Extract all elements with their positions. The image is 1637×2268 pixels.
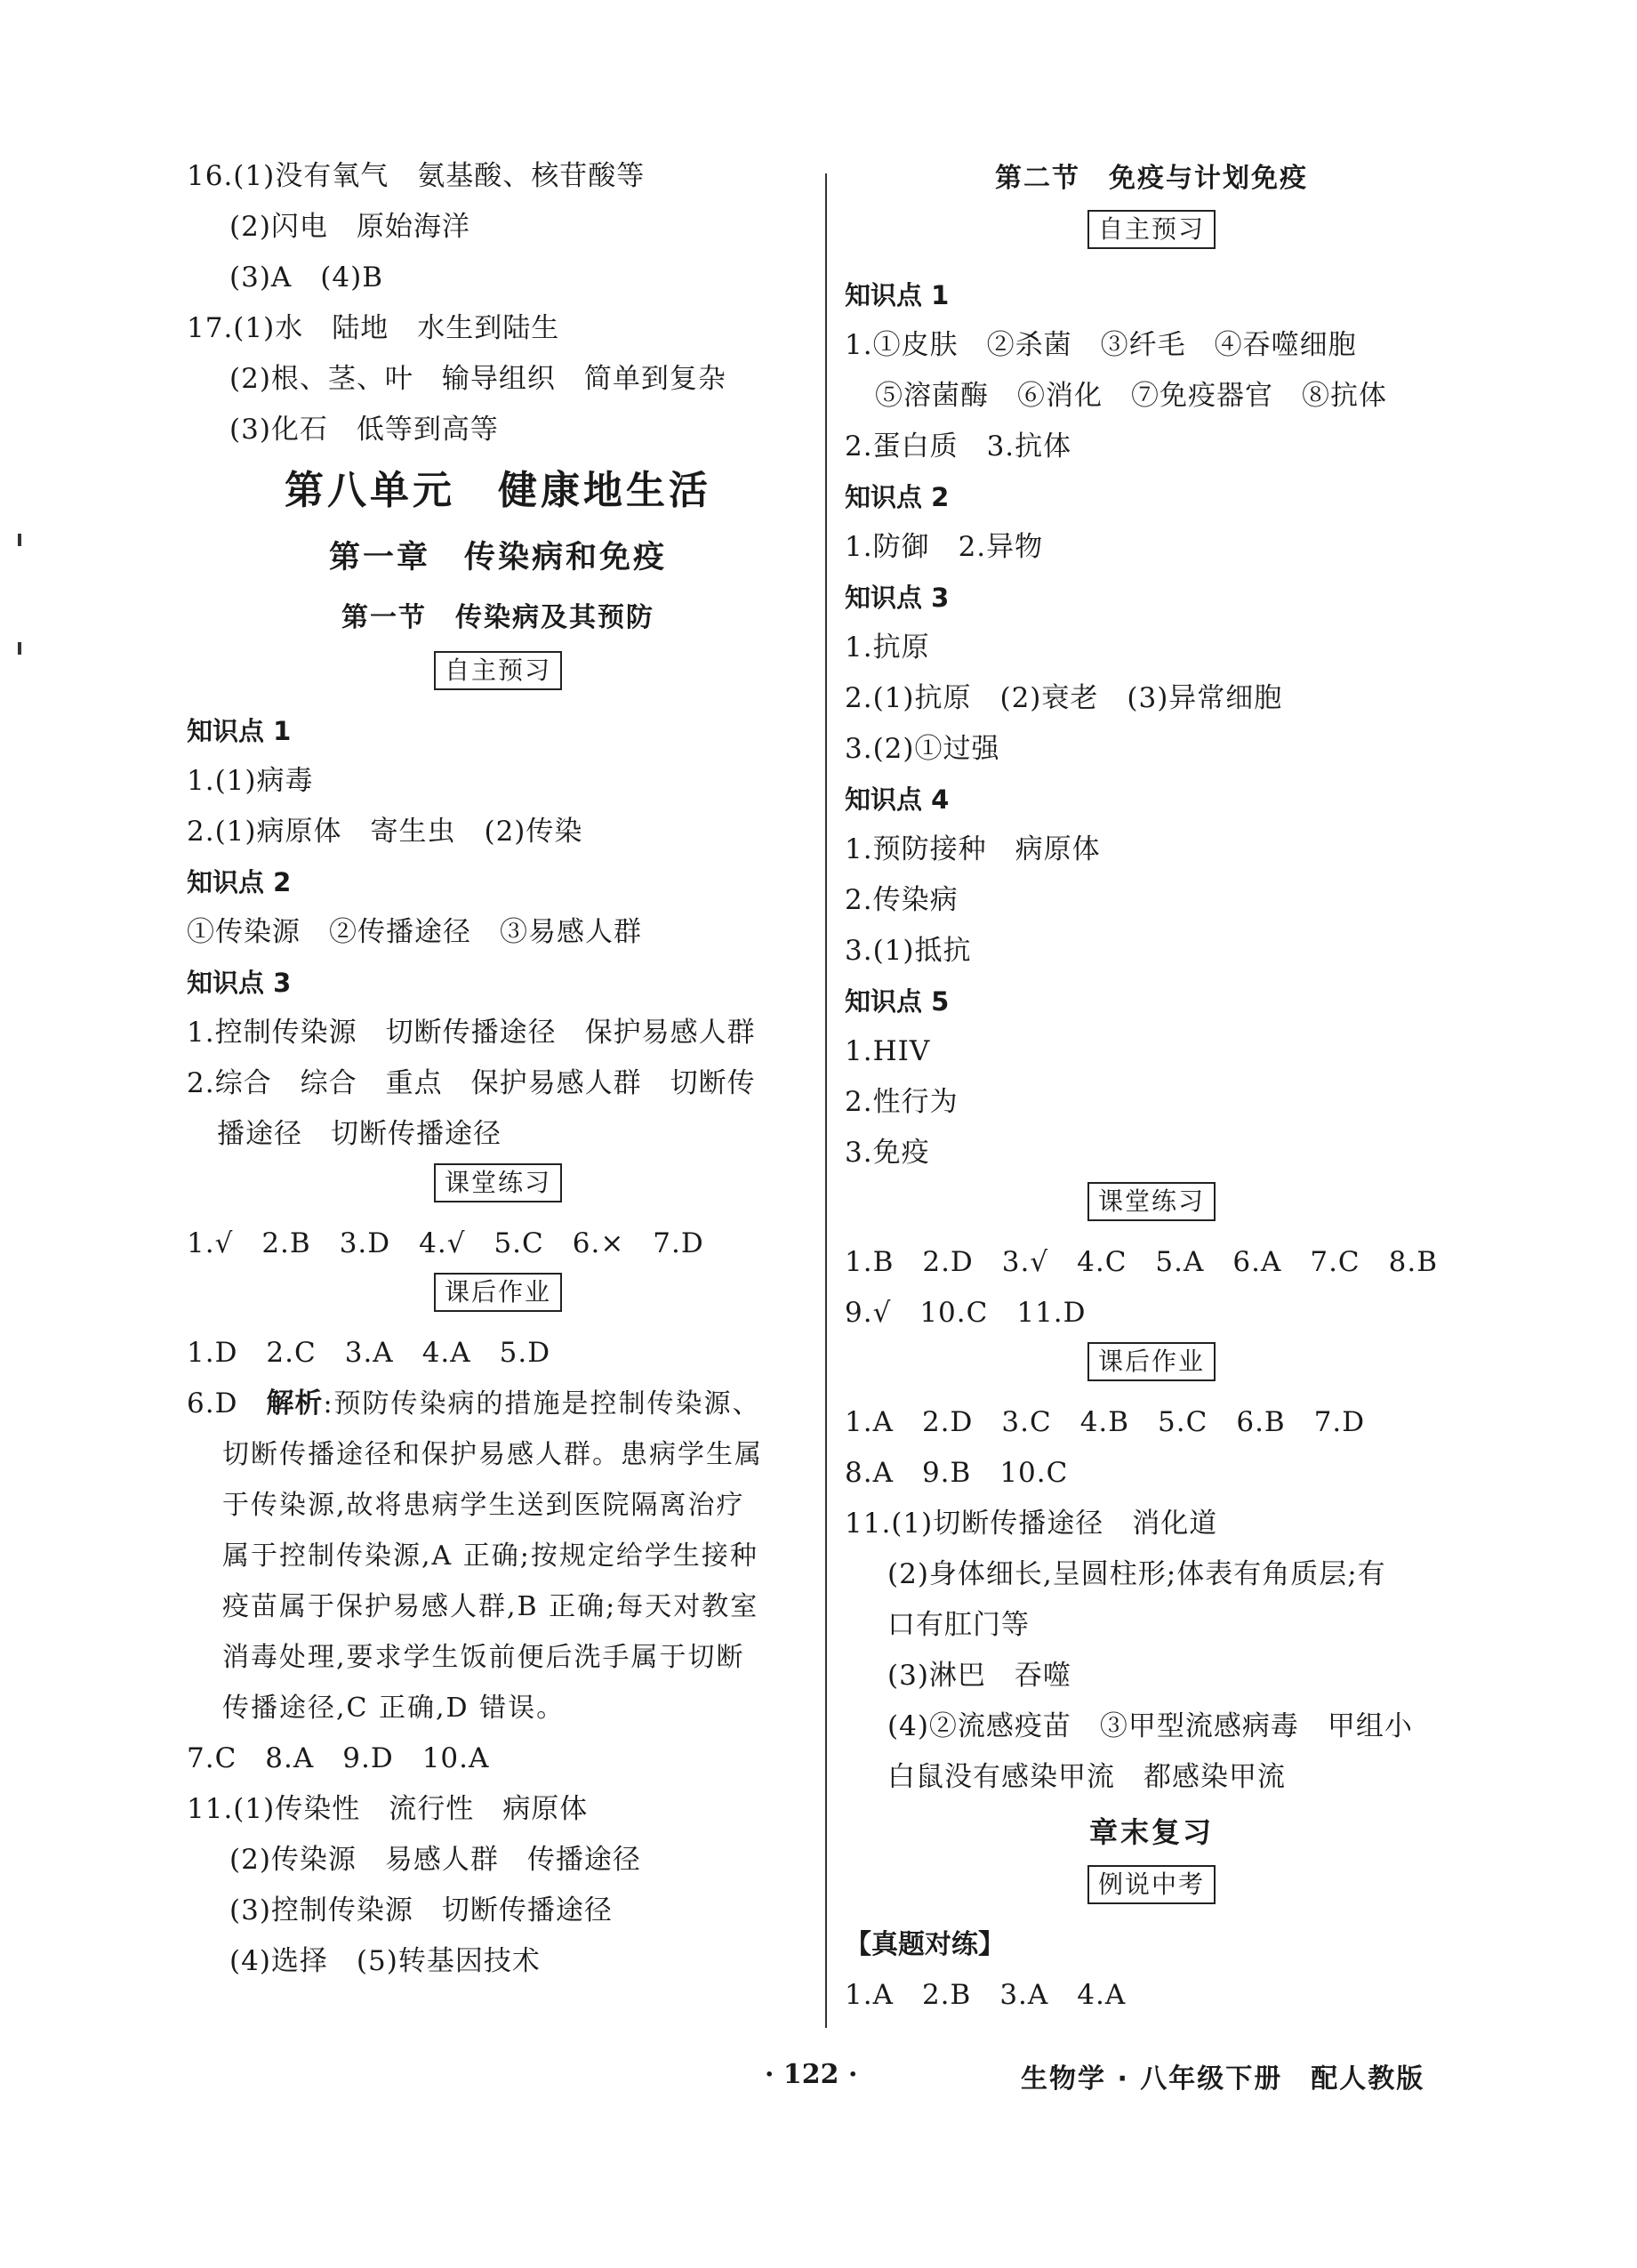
answer-line: 1.控制传染源 切断传播途径 保护易感人群 [187,1017,756,1049]
answer-line: (2)身体细长,呈圆柱形;体表有角质层;有 [887,1558,1386,1590]
analysis-text: :预防传染病的措施是控制传染源、 [323,1388,761,1420]
book-title-footer: 生物学 · 八年级下册 配人教版 [1021,2063,1425,2095]
chapter-title: 第一章 传染病和免疫 [328,540,667,575]
answer-line: 11.(1)切断传播途径 消化道 [845,1508,1218,1540]
answer-line: 9.√ 10.C 11.D [845,1297,1087,1329]
answer-line: (3)化石 低等到高等 [229,414,499,446]
answer-line: 3.免疫 [845,1137,930,1169]
answer-line: (3)控制传染源 切断传播途径 [229,1894,613,1926]
answer-line: 2.蛋白质 3.抗体 [845,430,1072,462]
answer-line: 1.防御 2.异物 [845,531,1044,563]
answer-line: 1.A 2.D 3.C 4.B 5.C 6.B 7.D [845,1406,1366,1438]
answer-line: (3)A (4)B [229,261,383,294]
answer-line: 2.(1)病原体 寄生虫 (2)传染 [187,816,583,848]
answer-line: 7.C 8.A 9.D 10.A [187,1742,490,1774]
answer-line: 2.性行为 [845,1086,959,1118]
knowledge-point-heading: 知识点 3 [187,968,292,998]
heading-box-class: 课堂练习 [434,1163,562,1202]
answer-line: 8.A 9.B 10.C [845,1457,1069,1489]
heading-box-homework: 课后作业 [434,1273,562,1312]
analysis-text: 疫苗属于保护易感人群,B 正确;每天对教室 [222,1591,759,1622]
answer-line: 1.A 2.B 3.A 4.A [845,1979,1127,2011]
answer-line: 3.(2)①过强 [845,733,1000,765]
answer-line: 1.HIV [845,1035,931,1067]
knowledge-point-heading: 知识点 5 [845,986,950,1017]
heading-box-homework: 课后作业 [1087,1342,1216,1381]
heading-box-exam: 例说中考 [1087,1865,1216,1904]
answer-line: 1.①皮肤 ②杀菌 ③纤毛 ④吞噬细胞 [845,329,1357,361]
answer-line: 白鼠没有感染甲流 都感染甲流 [887,1761,1286,1793]
answer-line: 1.(1)病毒 [187,765,314,797]
scan-mark [18,534,21,546]
knowledge-point-heading: 知识点 4 [845,784,950,815]
page-number: · 122 · [765,2059,858,2090]
knowledge-point-heading: 知识点 2 [187,867,292,897]
answer-line: (2)传染源 易感人群 传播途径 [229,1844,641,1876]
unit-title: 第八单元 健康地生活 [285,468,711,513]
analysis-text: 于传染源,故将患病学生送到医院隔离治疗 [222,1490,745,1521]
answer-line: (2)根、茎、叶 输导组织 简单到复杂 [229,363,726,395]
answer-line: 1.抗原 [845,631,930,664]
answer-line: 1.√ 2.B 3.D 4.√ 5.C 6.× 7.D [187,1227,704,1259]
answer-line: 口有肛门等 [887,1609,1030,1641]
heading-box-preview: 自主预习 [434,651,562,690]
review-title: 章末复习 [1088,1815,1214,1849]
answer-line: ①传染源 ②传播途径 ③易感人群 [187,916,642,948]
answer-line: 2.(1)抗原 (2)衰老 (3)异常细胞 [845,682,1283,714]
answer-line: 3.(1)抵抗 [845,935,972,967]
answer-line [187,1379,809,1429]
knowledge-point-heading: 知识点 2 [845,482,950,512]
section-title: 第一节 传染病及其预防 [341,602,654,633]
knowledge-point-heading: 知识点 1 [845,280,950,310]
answer-line: 1.D 2.C 3.A 4.A 5.D [187,1337,551,1369]
left-column [187,151,809,1987]
answer-line: (4)②流感疫苗 ③甲型流感病毒 甲组小 [887,1710,1413,1742]
analysis-text: 传播途径,C 正确,D 错误。 [222,1693,566,1724]
answer-line: 11.(1)传染性 流行性 病原体 [187,1793,589,1825]
answer-line: 2.传染病 [845,884,959,916]
knowledge-point-heading: 知识点 3 [845,583,950,613]
analysis-label: 解析 [266,1387,324,1420]
column-divider [825,173,827,2028]
answer-line: 16.(1)没有氧气 氨基酸、核苷酸等 [187,160,646,192]
answer-line: ⑤溶菌酶 ⑥消化 ⑦免疫器官 ⑧抗体 [875,380,1387,412]
answer-line: 2.综合 综合 重点 保护易感人群 切断传 [187,1067,756,1099]
right-column [845,151,1458,2021]
analysis-text: 属于控制传染源,A 正确;按规定给学生接种 [222,1540,758,1572]
answer-line: 17.(1)水 陆地 水生到陆生 [187,312,560,344]
heading-box-class: 课堂练习 [1087,1182,1216,1221]
knowledge-point-heading: 知识点 1 [187,716,292,746]
question-number: 6.D [187,1387,267,1420]
answer-line: (2)闪电 原始海洋 [229,211,470,243]
real-exam-heading: 【真题对练】 [845,1929,1005,1960]
heading-box-preview: 自主预习 [1087,210,1216,249]
answer-line: (3)淋巴 吞噬 [887,1660,1071,1692]
answer-line: (4)选择 (5)转基因技术 [229,1945,541,1977]
analysis-text: 切断传播途径和保护易感人群。患病学生属 [222,1439,763,1470]
section-title: 第二节 免疫与计划免疫 [995,163,1308,194]
answer-line: 1.预防接种 病原体 [845,833,1101,865]
answer-line: 1.B 2.D 3.√ 4.C 5.A 6.A 7.C 8.B [845,1246,1438,1278]
answer-line: 播途径 切断传播途径 [217,1118,502,1150]
scan-mark [18,642,21,655]
analysis-text: 消毒处理,要求学生饭前便后洗手属于切断 [222,1642,745,1673]
